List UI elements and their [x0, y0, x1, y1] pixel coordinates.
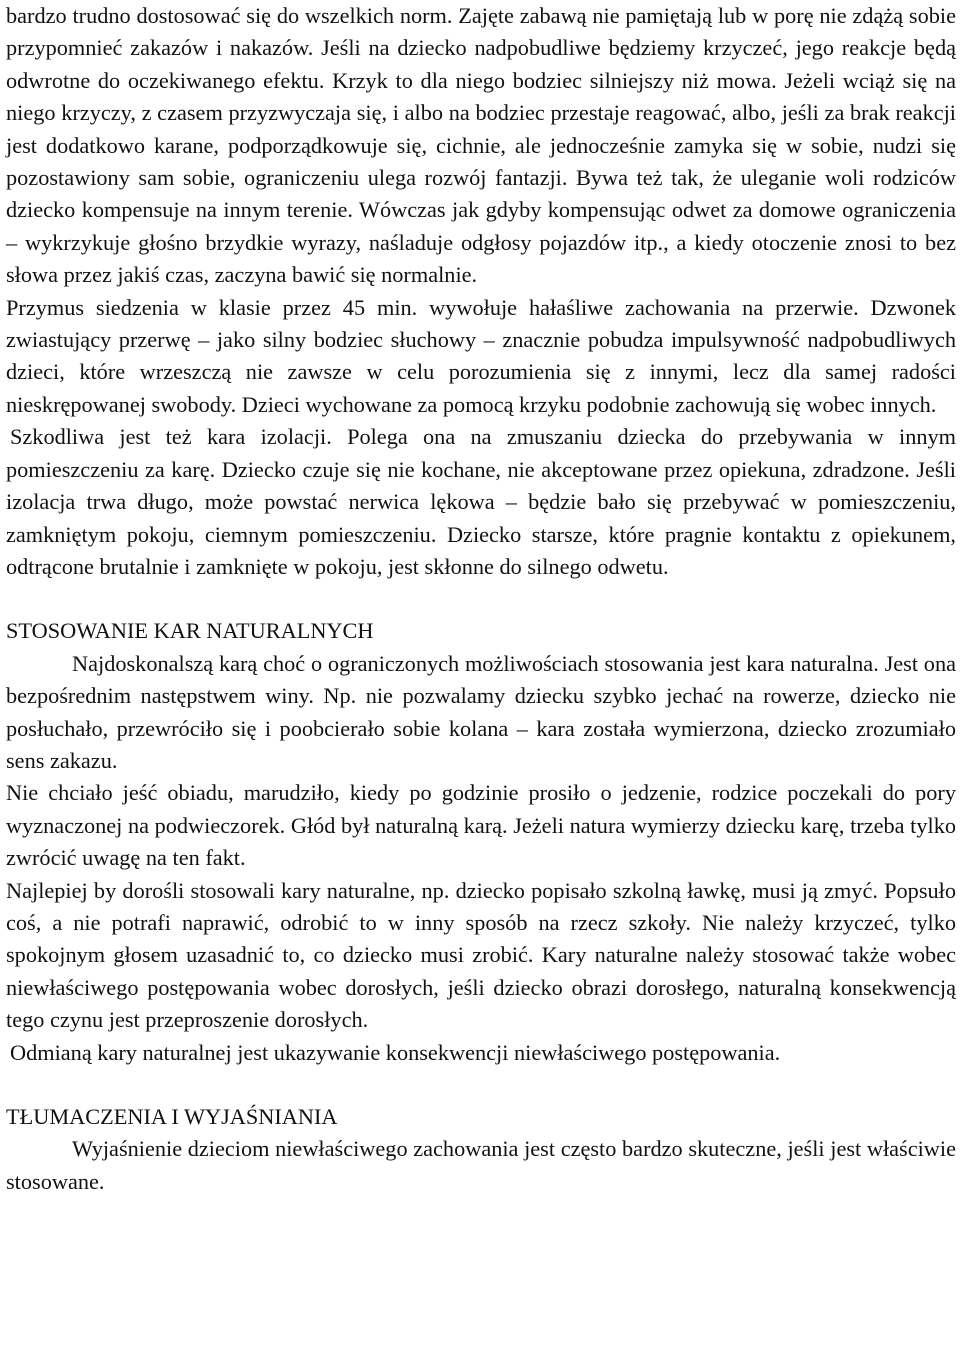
- paragraph-nadpobudliwe-krzyk: bardzo trudno dostosować się do wszelkich norm. Zajęte zabawą nie pamiętają lub w porę nie zdążą sobie przypomnieć zakazów i nakazów. Jeśli na dziecko nadpobudliwe będziemy krzyczeć, jego reakcje będą odwrotne do oczekiwanego efektu. Krzyk to dla niego bodziec silniejszy niż mowa. Jeżeli wciąż się na niego krzyczy, z czasem przyzwyczaja się, i albo na bodziec przestaje reagować, albo, jeśli za brak reakcji jest dodatkowo karane, podporządkowuje się, cichnie, ale jednocześnie zamyka się w sobie, nudzi się pozostawiony sam sobie, ograniczeniu ulega rozwój fantazji. Bywa też tak, że uleganie woli rodziców dziecko kompensuje na innym terenie. Wówczas jak gdyby kompensując odwet za domowe ograniczenia – wykrzykuje głośno brzydkie wyrazy, naśladuje odgłosy pojazdów itp., a kiedy otoczenie znosi to bez słowa przez jakiś czas, zaczyna bawić się normalnie.: [6, 3, 956, 288]
- paragraph-obiad-glod: Nie chciało jeść obiadu, marudziło, kiedy po godzinie prosiło o jedzenie, rodzice poczekali do pory wyznaczonej na podwieczorek. Głód był naturalną karą. Jeżeli natura wymierzy dziecku karę, trzeba tylko zwrócić uwagę na ten fakt.: [6, 780, 956, 871]
- paragraph-odmiana-kary: Odmianą kary naturalnej jest ukazywanie konsekwencji niewłaściwego postępowania.: [10, 1039, 781, 1065]
- section-heading-kary-naturalne: STOSOWANIE KAR NATURALNYCH: [6, 618, 374, 644]
- paragraph-przymus-siedzenia: Przymus siedzenia w klasie przez 45 min. wywołuje hałaśliwe zachowania na przerwie. Dzwonek zwiastujący przerwę – jako silny bodziec słuchowy – znacznie pobudza impulsywność nadpobudliwych dzieci, które wrzeszczą nie zawsze w celu porozumienia się z innymi, lecz dla samej radości nieskrępowanej swobody. Dzieci wychowane za pomocą krzyku podobnie zachowują się wobec innych.: [6, 294, 956, 417]
- section-spacer: [6, 583, 956, 615]
- paragraph-wyjasnienie: Wyjaśnienie dzieciom niewłaściwego zachowania jest często bardzo skuteczne, jeśli jest właściwie stosowane.: [6, 1136, 956, 1194]
- paragraph-kary-naturalne-przyklady: Najlepiej by dorośli stosowali kary naturalne, np. dziecko popisało szkolną ławkę, musi ją zmyć. Popsuło coś, a nie potrafi naprawić, odrobić to w inny sposób na rzecz szkoły. Nie należy krzyczeć, tylko spokojnym głosem uzasadnić to, co dziecko musi zrobić. Kary naturalne należy stosować także wobec niewłaściwego postępowania wobec dorosłych, jeśli dziecko obrazi dorosłego, naturalną konsekwencją tego czynu jest przeproszenie dorosłych.: [6, 877, 956, 1033]
- paragraph-kara-naturalna-intro: Najdoskonalszą karą choć o ograniczonych możliwościach stosowania jest kara naturalna. Jest ona bezpośrednim następstwem winy. Np. nie pozwalamy dziecku szybko jechać na rowerze, dziecko nie posłuchało, przewróciło się i poobcierało sobie kolana – kara została wymierzona, dziecko zrozumiało sens zakazu.: [6, 650, 956, 773]
- document-page: [6, 0, 956, 1198]
- paragraph-kara-izolacji: Szkodliwa jest też kara izolacji. Polega ona na zmuszaniu dziecka do przebywania w innym pomieszczeniu za karę. Dziecko czuje się nie kochane, nie akceptowane przez opiekuna, zdradzone. Jeśli izolacja trwa długo, może powstać nerwica lękowa – będzie bało się przebywać w pomieszczeniu, zamkniętym pokoju, ciemnym pomieszczeniu. Dziecko starsze, które pragnie kontaktu z opiekunem, odtrącone brutalnie i zamknięte w pokoju, jest skłonne do silnego odwetu.: [6, 424, 956, 579]
- section-heading-tlumaczenia: TŁUMACZENIA I WYJAŚNIANIA: [6, 1104, 338, 1129]
- section-spacer: [6, 1069, 956, 1101]
